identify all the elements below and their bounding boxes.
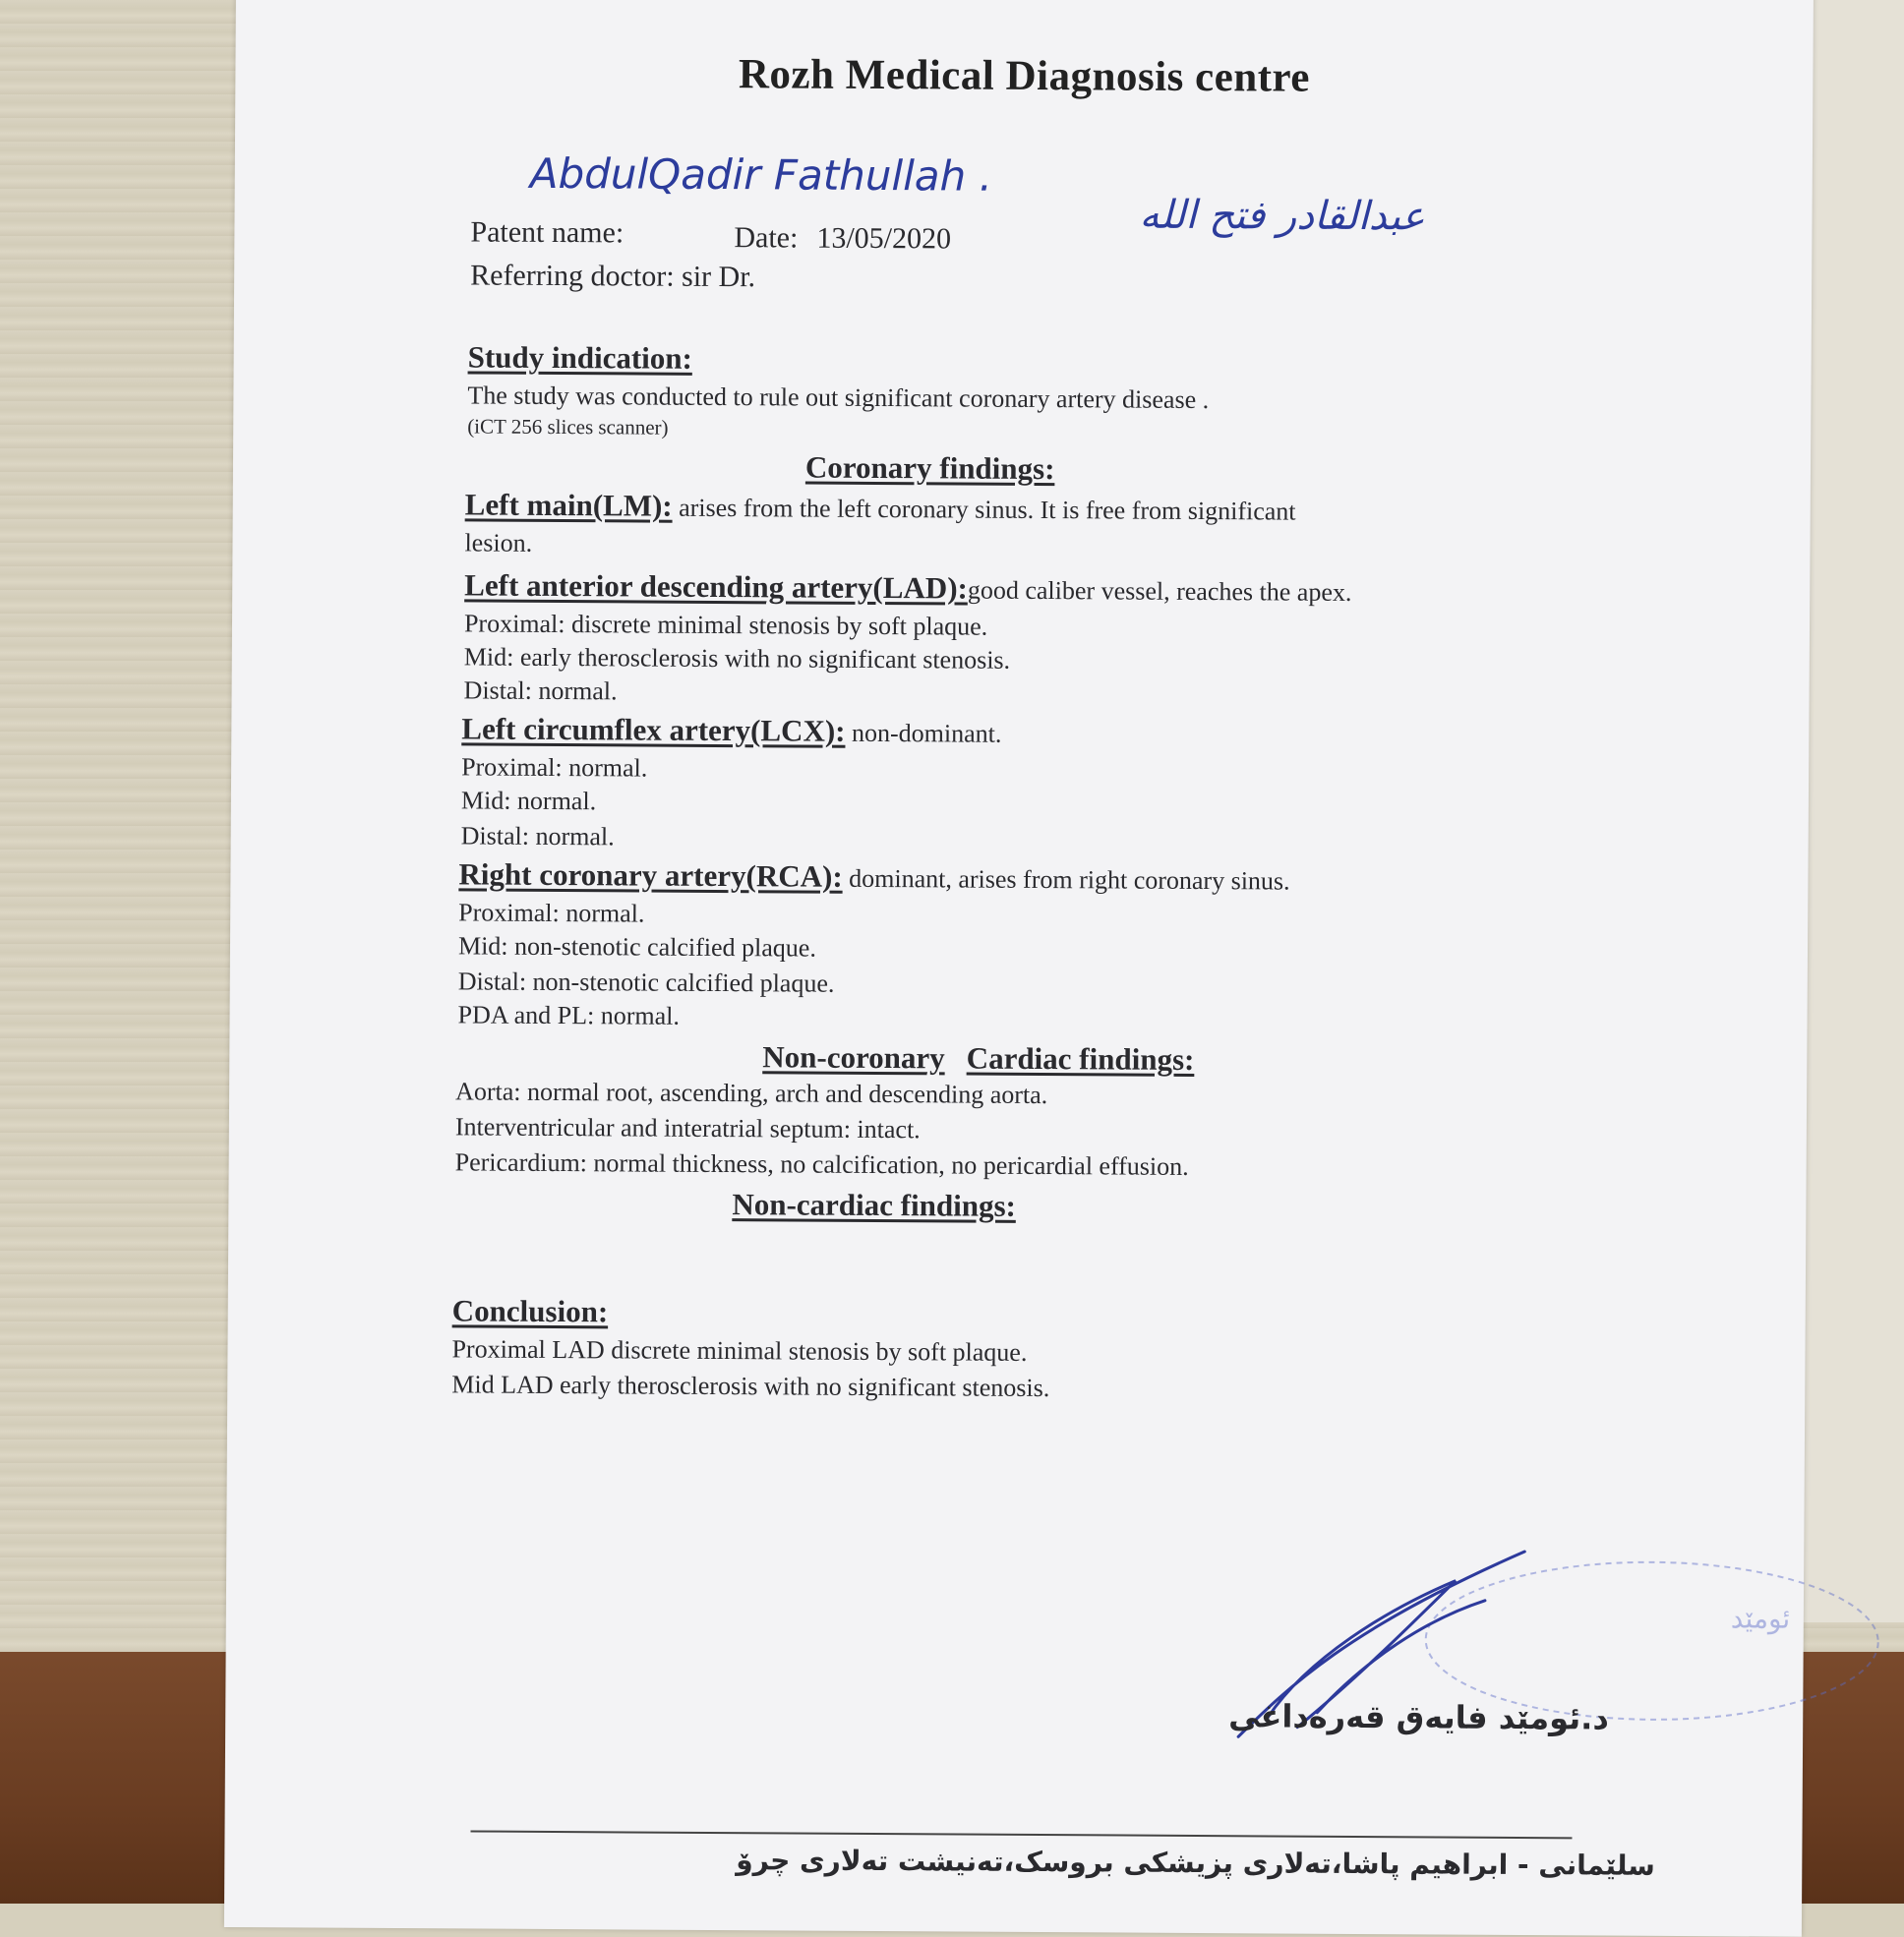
patient-label: Patent name: [470, 215, 625, 250]
rca-mid: Mid: non-stenotic calcified plaque. [457, 931, 816, 963]
lcx-line [461, 711, 1001, 749]
lm-text-cont: lesion. [464, 528, 533, 558]
lcx-label: Left circumflex artery(LCX): [461, 711, 846, 748]
rca-text: dominant, arises from right coronary sinus. [842, 863, 1290, 896]
conclusion-line-2: Mid LAD early therosclerosis with no significant stenosis. [451, 1370, 1050, 1403]
conclusion-heading: Conclusion: [451, 1293, 609, 1329]
pericardium-line: Pericardium: normal thickness, no calcification, no pericardial effusion. [454, 1147, 1189, 1181]
lcx-proximal: Proximal: normal. [461, 752, 648, 783]
noncardiac-heading: Non-cardiac findings: [732, 1187, 1017, 1223]
lm-label: Left main(LM): [464, 487, 673, 523]
lm-text: arises from the left coronary sinus. It is free from significant [672, 493, 1296, 526]
noncoronary-heading-b: Cardiac findings: [966, 1040, 1195, 1077]
footer-address: سلێمانی - ابراهیم پاشا،تەلاری پزیشکی بروسک،تەنیشت تەلاری چرۆ [736, 1844, 1655, 1882]
study-indication-text: The study was conducted to rule out significant coronary artery disease . [467, 381, 1210, 415]
rca-label: Right coronary artery(RCA): [458, 856, 843, 894]
lad-text: good caliber vessel, reaches the apex. [967, 575, 1352, 607]
coronary-findings-heading: Coronary findings: [804, 449, 1055, 487]
scanner-note: (iCT 256 slices scanner) [467, 414, 669, 440]
lm-line [465, 487, 1296, 527]
background-right [1800, 0, 1904, 1622]
aorta-line: Aorta: normal root, ascending, arch and descending aorta. [455, 1077, 1048, 1110]
rca-pda-pl: PDA and PL: normal. [457, 1000, 681, 1030]
footer-divider [470, 1830, 1572, 1839]
report-sheet [224, 0, 1814, 1937]
doctor-name: د.ئومێد فایەق قەرەداغی [1228, 1697, 1609, 1737]
date-label: Date: [734, 221, 799, 255]
lad-distal: Distal: normal. [463, 675, 618, 706]
handwritten-patient-name-latin: AbdulQadir Fathullah . [529, 148, 993, 201]
lad-label: Left anterior descending artery(LAD): [464, 567, 969, 606]
rca-line [458, 856, 1289, 897]
noncoronary-heading [762, 1039, 1194, 1078]
lcx-mid: Mid: normal. [460, 786, 597, 816]
rca-distal: Distal: non-stenotic calcified plaque. [457, 967, 835, 998]
lad-proximal: Proximal: discrete minimal stenosis by soft plaque. [463, 609, 988, 641]
handwritten-patient-name-arabic: عبدالقادر فتح الله [1139, 192, 1425, 240]
study-indication-heading: Study indication: [467, 339, 693, 376]
page-title: Rozh Medical Diagnosis centre [738, 51, 1311, 101]
lad-line [464, 567, 1351, 609]
referring-doctor: Referring doctor: sir Dr. [470, 259, 756, 294]
lad-mid: Mid: early therosclerosis with no significant stenosis. [463, 642, 1011, 675]
lcx-distal: Distal: normal. [460, 821, 615, 851]
conclusion-line-1: Proximal LAD discrete minimal stenosis by soft plaque. [451, 1334, 1028, 1367]
noncoronary-heading-a: Non-coronary [762, 1039, 945, 1076]
stamp-text: ئومێد [1730, 1602, 1791, 1635]
lcx-text: non-dominant. [845, 718, 1002, 748]
rca-proximal: Proximal: normal. [458, 898, 645, 928]
date-value: 13/05/2020 [816, 221, 952, 256]
septum-line: Interventricular and interatrial septum: intact. [454, 1112, 921, 1145]
